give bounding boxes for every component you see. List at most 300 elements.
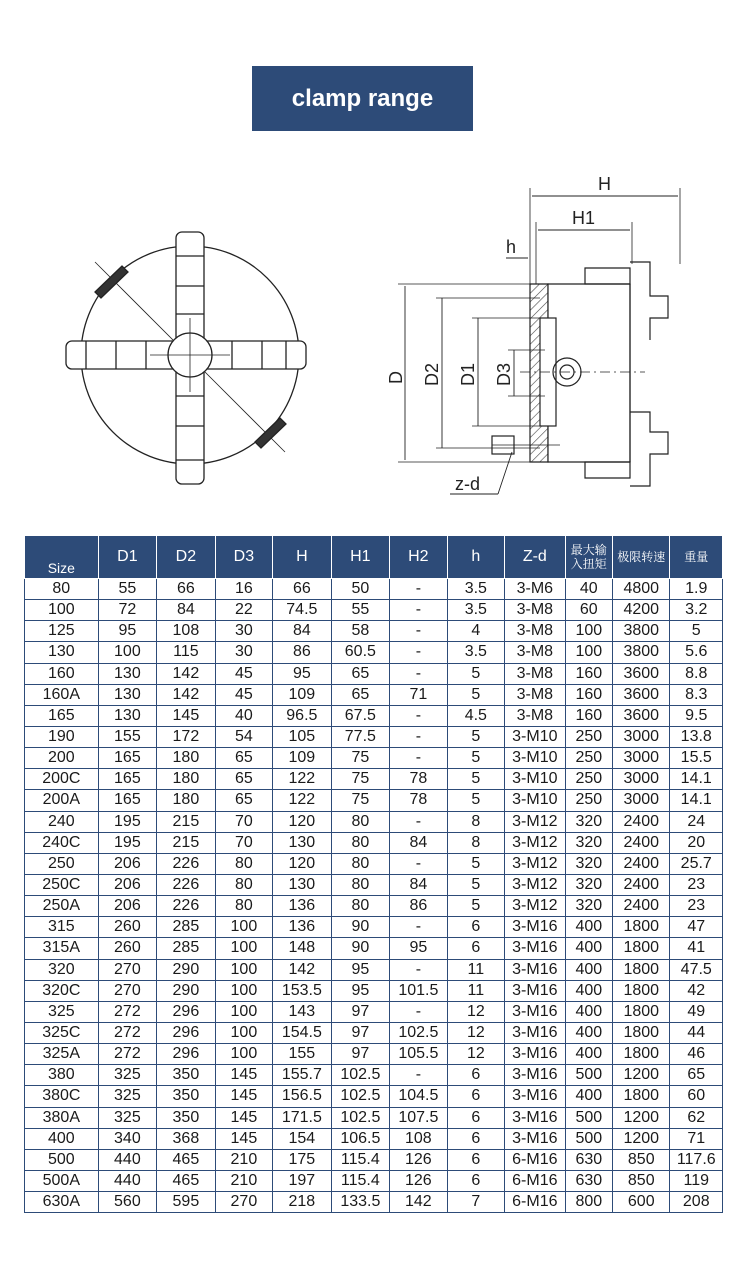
header-d3: D3 [215, 536, 272, 579]
table-cell: 16 [215, 579, 272, 600]
header-h1: H1 [331, 536, 390, 579]
table-cell: 66 [273, 579, 332, 600]
table-row [25, 1065, 723, 1086]
table-cell: 47.5 [670, 959, 723, 980]
label-D3: D3 [494, 362, 514, 386]
table-cell: 154.5 [273, 1022, 332, 1043]
table-cell: 30 [215, 642, 272, 663]
table-cell: 250A [25, 896, 99, 917]
table-cell: 285 [157, 917, 216, 938]
table-cell: 5 [670, 621, 723, 642]
table-cell: - [390, 811, 447, 832]
table-cell: 142 [157, 684, 216, 705]
table-cell: 11 [447, 980, 504, 1001]
table-cell: 400 [565, 1044, 612, 1065]
table-cell: 97 [331, 1001, 390, 1022]
table-cell: 145 [215, 1065, 272, 1086]
table-cell: 325 [98, 1086, 157, 1107]
table-cell: 560 [98, 1192, 157, 1213]
table-cell: 325 [98, 1065, 157, 1086]
table-cell: 400 [565, 980, 612, 1001]
table-cell: 165 [98, 769, 157, 790]
table-cell: 3-M10 [505, 790, 566, 811]
table-cell: - [390, 748, 447, 769]
table-cell: 80 [215, 874, 272, 895]
table-cell: 1800 [613, 959, 670, 980]
table-cell: 145 [215, 1128, 272, 1149]
table-cell: 165 [25, 705, 99, 726]
table-cell: - [390, 621, 447, 642]
table-cell: 100 [215, 917, 272, 938]
table-cell: 105 [273, 726, 332, 747]
table-cell: 41 [670, 938, 723, 959]
table-cell: 210 [215, 1149, 272, 1170]
table-cell: 6 [447, 1107, 504, 1128]
table-cell: 120 [273, 811, 332, 832]
table-cell: 630 [565, 1149, 612, 1170]
table-cell: 8.3 [670, 684, 723, 705]
table-cell: 320 [565, 896, 612, 917]
table-cell: - [390, 917, 447, 938]
table-cell: - [390, 1001, 447, 1022]
table-row [25, 959, 723, 980]
table-cell: 630 [565, 1170, 612, 1191]
table-cell: 55 [98, 579, 157, 600]
table-cell: 102.5 [390, 1022, 447, 1043]
table-cell: 80 [331, 832, 390, 853]
table-cell: 100 [565, 642, 612, 663]
table-cell: 23 [670, 896, 723, 917]
table-cell: 160 [565, 705, 612, 726]
table-cell: 122 [273, 790, 332, 811]
table-cell: 154 [273, 1128, 332, 1149]
table-cell: 8 [447, 832, 504, 853]
front-view [66, 232, 306, 484]
table-row [25, 980, 723, 1001]
table-cell: 65 [670, 1065, 723, 1086]
table-cell: 155 [98, 726, 157, 747]
table-cell: 6 [447, 1065, 504, 1086]
table-row [25, 832, 723, 853]
table-cell: 23 [670, 874, 723, 895]
table-row [25, 684, 723, 705]
table-cell: 3600 [613, 663, 670, 684]
table-cell: 60.5 [331, 642, 390, 663]
table-body [25, 579, 723, 1213]
table-cell: 285 [157, 938, 216, 959]
table-cell: 1800 [613, 1086, 670, 1107]
table-cell: 12 [447, 1022, 504, 1043]
table-cell: 130 [25, 642, 99, 663]
table-cell: 368 [157, 1128, 216, 1149]
table-cell: 148 [273, 938, 332, 959]
table-row [25, 663, 723, 684]
table-cell: 465 [157, 1170, 216, 1191]
table-cell: 800 [565, 1192, 612, 1213]
table-cell: 84 [390, 832, 447, 853]
table-cell: 1800 [613, 1001, 670, 1022]
table-cell: 9.5 [670, 705, 723, 726]
table-cell: 3-M10 [505, 748, 566, 769]
table-cell: 108 [390, 1128, 447, 1149]
table-cell: 6-M16 [505, 1149, 566, 1170]
table-cell: - [390, 1065, 447, 1086]
table-cell: 130 [273, 874, 332, 895]
table-cell: 1.9 [670, 579, 723, 600]
header-d2: D2 [157, 536, 216, 579]
table-cell: 14.1 [670, 790, 723, 811]
table-cell: 2400 [613, 811, 670, 832]
table-row [25, 1128, 723, 1149]
table-cell: 500 [25, 1149, 99, 1170]
table-cell: 102.5 [331, 1065, 390, 1086]
table-cell: 3-M16 [505, 1107, 566, 1128]
table-cell: 226 [157, 896, 216, 917]
table-cell: 109 [273, 684, 332, 705]
table-cell: 95 [331, 980, 390, 1001]
table-cell: 86 [273, 642, 332, 663]
table-cell: - [390, 642, 447, 663]
table-cell: 30 [215, 621, 272, 642]
table-cell: 5 [447, 790, 504, 811]
table-cell: 136 [273, 917, 332, 938]
table-cell: 400 [565, 1022, 612, 1043]
table-row [25, 938, 723, 959]
table-cell: 3-M16 [505, 1044, 566, 1065]
table-cell: 60 [565, 600, 612, 621]
table-cell: 3000 [613, 726, 670, 747]
table-cell: 80 [331, 811, 390, 832]
table-cell: 296 [157, 1001, 216, 1022]
table-cell: 850 [613, 1170, 670, 1191]
table-cell: 95 [98, 621, 157, 642]
table-cell: 2400 [613, 874, 670, 895]
table-cell: 180 [157, 790, 216, 811]
table-cell: 54 [215, 726, 272, 747]
table-cell: 49 [670, 1001, 723, 1022]
table-cell: 3-M10 [505, 769, 566, 790]
table-cell: 320 [565, 853, 612, 874]
table-cell: 400 [565, 959, 612, 980]
table-cell: 155.7 [273, 1065, 332, 1086]
table-row [25, 642, 723, 663]
table-cell: 142 [157, 663, 216, 684]
table-cell: 400 [565, 938, 612, 959]
table-cell: 6-M16 [505, 1170, 566, 1191]
table-cell: 325C [25, 1022, 99, 1043]
table-cell: 2400 [613, 896, 670, 917]
header-h-small: h [447, 536, 504, 579]
table-cell: 320C [25, 980, 99, 1001]
table-cell: 3-M8 [505, 705, 566, 726]
table-cell: 95 [390, 938, 447, 959]
table-cell: 25.7 [670, 853, 723, 874]
table-cell: 240C [25, 832, 99, 853]
table-cell: 206 [98, 853, 157, 874]
table-cell: 3-M12 [505, 853, 566, 874]
table-cell: 215 [157, 832, 216, 853]
table-cell: 180 [157, 748, 216, 769]
table-cell: 100 [215, 938, 272, 959]
table-row [25, 874, 723, 895]
table-cell: 3-M8 [505, 621, 566, 642]
table-cell: 465 [157, 1149, 216, 1170]
header-max-torque: 最大输入扭矩 [565, 536, 612, 579]
table-cell: 75 [331, 790, 390, 811]
table-cell: 1800 [613, 980, 670, 1001]
table-cell: 500 [565, 1107, 612, 1128]
table-cell: 95 [331, 959, 390, 980]
table-cell: 440 [98, 1149, 157, 1170]
table-cell: 250 [565, 748, 612, 769]
table-cell: 44 [670, 1022, 723, 1043]
table-cell: 380C [25, 1086, 99, 1107]
label-D1: D1 [458, 362, 478, 386]
table-row [25, 705, 723, 726]
table-cell: 380A [25, 1107, 99, 1128]
table-cell: 3-M16 [505, 1022, 566, 1043]
table-cell: 72 [98, 600, 157, 621]
table-cell: 77.5 [331, 726, 390, 747]
table-cell: 12 [447, 1001, 504, 1022]
spec-table [24, 535, 723, 1213]
table-cell: 70 [215, 832, 272, 853]
table-cell: 71 [390, 684, 447, 705]
table-cell: 850 [613, 1149, 670, 1170]
table-cell: 122 [273, 769, 332, 790]
table-cell: 3.2 [670, 600, 723, 621]
table-cell: 400 [565, 1001, 612, 1022]
table-cell: 4200 [613, 600, 670, 621]
table-cell: 4 [447, 621, 504, 642]
table-cell: 5 [447, 896, 504, 917]
table-cell: 3-M8 [505, 642, 566, 663]
table-cell: 86 [390, 896, 447, 917]
table-cell: - [390, 853, 447, 874]
table-cell: 200A [25, 790, 99, 811]
table-cell: 108 [157, 621, 216, 642]
table-cell: 630A [25, 1192, 99, 1213]
table-cell: 8 [447, 811, 504, 832]
table-cell: 250C [25, 874, 99, 895]
table-cell: 3-M8 [505, 600, 566, 621]
table-cell: 3800 [613, 642, 670, 663]
table-cell: 115.4 [331, 1170, 390, 1191]
table-row [25, 600, 723, 621]
table-cell: 600 [613, 1192, 670, 1213]
table-row [25, 621, 723, 642]
table-cell: 315 [25, 917, 99, 938]
header-max-speed: 极限转速 [613, 536, 670, 579]
label-D2: D2 [422, 362, 442, 386]
table-cell: 5 [447, 853, 504, 874]
header-weight: 重量 [670, 536, 723, 579]
table-cell: 6 [447, 1170, 504, 1191]
table-cell: 3-M6 [505, 579, 566, 600]
table-cell: 60 [670, 1086, 723, 1107]
table-cell: 153.5 [273, 980, 332, 1001]
chuck-drawing [0, 160, 750, 520]
table-row [25, 769, 723, 790]
table-cell: 62 [670, 1107, 723, 1128]
table-cell: 400 [565, 917, 612, 938]
table-cell: 3-M16 [505, 1128, 566, 1149]
table-cell: 7 [447, 1192, 504, 1213]
table-cell: 1200 [613, 1107, 670, 1128]
table-cell: 260 [98, 938, 157, 959]
table-cell: 15.5 [670, 748, 723, 769]
table-cell: 3-M16 [505, 938, 566, 959]
table-cell: 172 [157, 726, 216, 747]
table-cell: 115.4 [331, 1149, 390, 1170]
table-cell: 1800 [613, 1022, 670, 1043]
header-h2: H2 [390, 536, 447, 579]
table-cell: 3-M16 [505, 1065, 566, 1086]
table-cell: 24 [670, 811, 723, 832]
table-row [25, 1107, 723, 1128]
table-cell: 290 [157, 959, 216, 980]
table-cell: 70 [215, 811, 272, 832]
table-cell: 206 [98, 896, 157, 917]
table-cell: 3.5 [447, 600, 504, 621]
table-row [25, 811, 723, 832]
table-cell: 3000 [613, 769, 670, 790]
table-cell: 320 [25, 959, 99, 980]
table-cell: 3-M16 [505, 1086, 566, 1107]
header-h-total: H [273, 536, 332, 579]
table-cell: 3-M12 [505, 896, 566, 917]
table-cell: 325 [25, 1001, 99, 1022]
table-cell: 250 [25, 853, 99, 874]
table-cell: 208 [670, 1192, 723, 1213]
table-cell: 400 [25, 1128, 99, 1149]
table-cell: 160A [25, 684, 99, 705]
table-cell: 3-M12 [505, 832, 566, 853]
table-cell: 78 [390, 790, 447, 811]
table-cell: 97 [331, 1022, 390, 1043]
table-cell: 320 [565, 832, 612, 853]
table-cell: 90 [331, 938, 390, 959]
table-cell: - [390, 663, 447, 684]
table-cell: 250 [565, 790, 612, 811]
table-cell: 22 [215, 600, 272, 621]
table-cell: 133.5 [331, 1192, 390, 1213]
table-cell: 97 [331, 1044, 390, 1065]
table-cell: 206 [98, 874, 157, 895]
table-cell: 75 [331, 769, 390, 790]
table-cell: 100 [215, 980, 272, 1001]
table-cell: 125 [25, 621, 99, 642]
table-cell: 175 [273, 1149, 332, 1170]
table-cell: 80 [25, 579, 99, 600]
table-cell: 45 [215, 684, 272, 705]
table-row [25, 1001, 723, 1022]
table-cell: - [390, 726, 447, 747]
table-cell: 117.6 [670, 1149, 723, 1170]
table-cell: 84 [157, 600, 216, 621]
table-cell: 3-M16 [505, 917, 566, 938]
table-row [25, 1149, 723, 1170]
table-cell: 350 [157, 1107, 216, 1128]
table-cell: 250 [565, 726, 612, 747]
table-cell: 3600 [613, 684, 670, 705]
table-cell: 3-M12 [505, 811, 566, 832]
table-row [25, 896, 723, 917]
table-row [25, 917, 723, 938]
table-cell: 197 [273, 1170, 332, 1191]
table-cell: 160 [565, 684, 612, 705]
table-cell: 5 [447, 748, 504, 769]
table-row [25, 1192, 723, 1213]
table-cell: 325A [25, 1044, 99, 1065]
table-cell: 40 [215, 705, 272, 726]
table-cell: 226 [157, 853, 216, 874]
table-row [25, 853, 723, 874]
table-cell: 142 [273, 959, 332, 980]
table-cell: - [390, 579, 447, 600]
table-cell: 3-M10 [505, 726, 566, 747]
table-cell: 5.6 [670, 642, 723, 663]
table-cell: 3800 [613, 621, 670, 642]
table-cell: 350 [157, 1086, 216, 1107]
table-cell: 272 [98, 1044, 157, 1065]
table-cell: 200C [25, 769, 99, 790]
header-zd: Z-d [505, 536, 566, 579]
table-cell: 320 [565, 811, 612, 832]
table-header-row [25, 536, 723, 579]
table-cell: 6-M16 [505, 1192, 566, 1213]
table-cell: 2400 [613, 853, 670, 874]
page-title: clamp range [252, 66, 473, 131]
table-cell: 1800 [613, 917, 670, 938]
table-cell: 143 [273, 1001, 332, 1022]
table-cell: 1200 [613, 1065, 670, 1086]
table-cell: 325 [98, 1107, 157, 1128]
table-cell: 145 [215, 1086, 272, 1107]
table-cell: 55 [331, 600, 390, 621]
table-cell: 45 [215, 663, 272, 684]
table-cell: 120 [273, 853, 332, 874]
table-cell: 126 [390, 1170, 447, 1191]
table-cell: 1200 [613, 1128, 670, 1149]
table-cell: 46 [670, 1044, 723, 1065]
table-cell: 67.5 [331, 705, 390, 726]
table-cell: - [390, 705, 447, 726]
table-cell: - [390, 959, 447, 980]
table-cell: 142 [390, 1192, 447, 1213]
table-cell: 65 [215, 790, 272, 811]
table-cell: 130 [98, 705, 157, 726]
table-cell: 74.5 [273, 600, 332, 621]
label-H1: H1 [572, 208, 596, 228]
table-cell: 130 [273, 832, 332, 853]
table-cell: 215 [157, 811, 216, 832]
table-cell: 156.5 [273, 1086, 332, 1107]
table-cell: 8.8 [670, 663, 723, 684]
table-row [25, 1022, 723, 1043]
table-cell: 190 [25, 726, 99, 747]
table-cell: 80 [331, 853, 390, 874]
table-cell: 126 [390, 1149, 447, 1170]
table-cell: 296 [157, 1022, 216, 1043]
table-cell: 65 [331, 663, 390, 684]
table-cell: 96.5 [273, 705, 332, 726]
table-cell: 84 [390, 874, 447, 895]
header-size: Size [25, 536, 99, 579]
table-cell: 155 [273, 1044, 332, 1065]
table-cell: 80 [331, 874, 390, 895]
table-cell: 102.5 [331, 1107, 390, 1128]
